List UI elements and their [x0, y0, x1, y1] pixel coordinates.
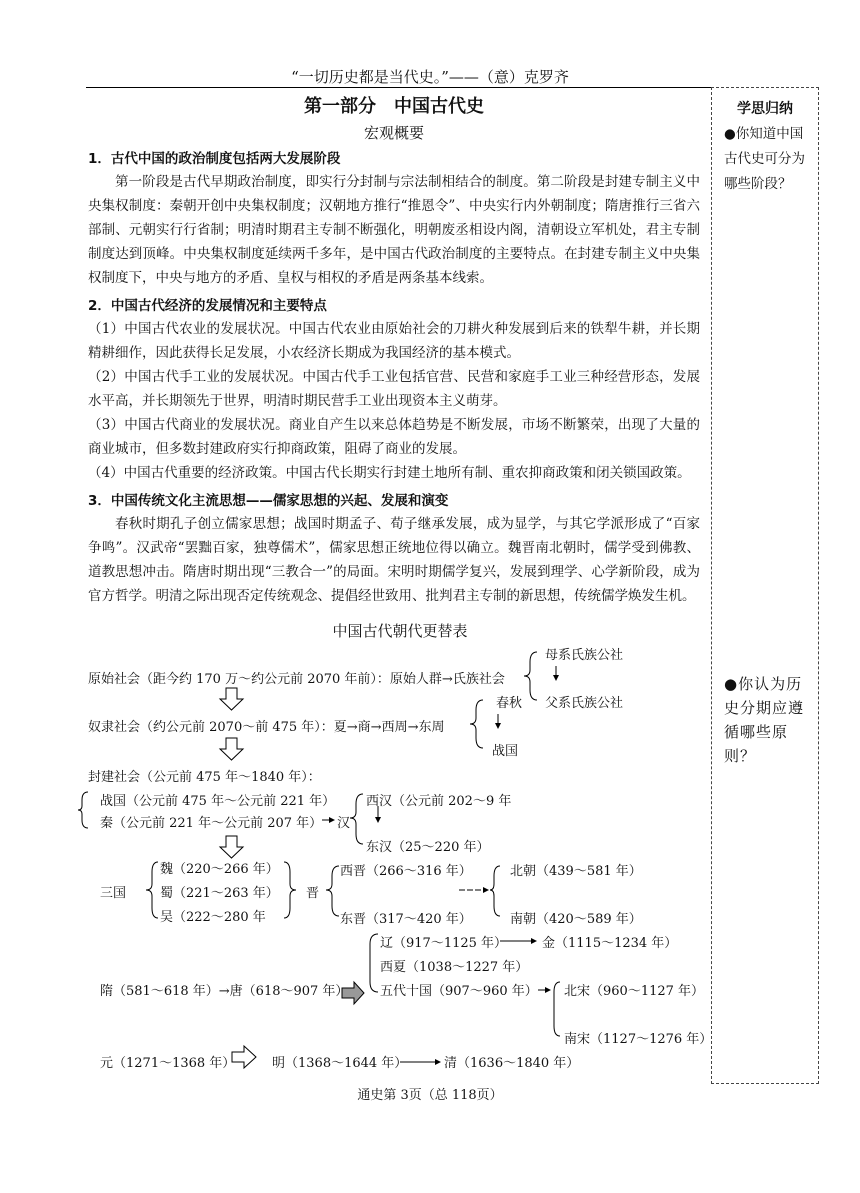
- section-3-paragraph: 春秋时期孔子创立儒家思想；战国时期孟子、荀子继承发展，成为显学，与其它学派形成了“百家争鸣”。汉武帝“罢黜百家，独尊儒术”，儒家思想正统地位得以确立。魏晋南北朝时，儒学受到佛教、道教思想冲击。隋唐时期出现“三教合一”的局面。宋明时期儒学复兴，发展到理学、心学新阶段，成为官方哲学。明清之际出现否定传统观念、提倡经世致用、批判君主专制的新思想，传统儒学焕发生机。: [88, 516, 700, 604]
- section-1-heading: 1．古代中国的政治制度包括两大发展阶段: [88, 151, 341, 167]
- brace-to-jin: [284, 862, 296, 918]
- label-beichao: 北朝（439～581 年）: [510, 864, 642, 879]
- label-chunqiu: 春秋: [496, 696, 523, 711]
- label-shu: 蜀（221～263 年）: [160, 886, 279, 901]
- label-jin: 晋: [306, 886, 320, 901]
- header-quote: “一切历史都是当代史。”——（意）克罗齐: [291, 68, 569, 86]
- label-ming: 明（1368～1644 年）: [272, 1056, 408, 1071]
- label-qing: 清（1636～1840 年）: [444, 1056, 580, 1071]
- diagram-title: 中国古代朝代更替表: [332, 622, 468, 640]
- section-2-paragraph-1: （1）中国古代农业的发展状况。中国古代农业由原始社会的刀耕火种发展到后来的铁犁牛耕，并长期精耕细作，因此获得长足发展，小农经济长期成为我国经济的基本模式。: [88, 321, 700, 361]
- label-zhanguo: 战国: [492, 744, 519, 759]
- label-wudai: 五代十国（907～960 年）: [380, 984, 538, 999]
- brace-zhanguo-qin: [78, 792, 88, 828]
- brace-sanguo: [146, 862, 158, 918]
- page-title: 第一部分 中国古代史: [304, 96, 484, 117]
- right-arrow-yuan: [232, 1046, 256, 1068]
- section-3-heading: 3．中国传统文化主流思想——儒家思想的兴起、发展和演变: [88, 493, 449, 509]
- label-beisong: 北宋（960～1127 年）: [564, 984, 705, 999]
- page-subtitle: 宏观概要: [363, 124, 424, 142]
- label-liao: 辽（917～1125 年）: [380, 936, 508, 951]
- label-wei: 魏（220～266 年）: [160, 862, 279, 877]
- brace-clan: [524, 652, 537, 700]
- label-donghan: 东汉（25～220 年）: [366, 840, 490, 855]
- label-nanchao: 南朝（420～589 年）: [510, 912, 642, 927]
- label-patriarchal: 父系氏族公社: [545, 696, 624, 711]
- page-footer: 通史第 3页（总 118页）: [357, 1088, 503, 1103]
- brace-song: [554, 982, 560, 1036]
- label-slave: 奴隶社会（约公元前 2070～前 475 年）：夏→商→西周→东周: [88, 720, 445, 735]
- down-arrow-2: [220, 738, 243, 760]
- down-arrow-1: [220, 688, 243, 710]
- label-sui: 隋（581～618 年）: [100, 984, 219, 999]
- label-feudal: 封建社会（公元前 475 年～1840 年）：: [88, 770, 321, 785]
- section-2-paragraph-4: （4）中国古代重要的经济政策。中国古代长期实行封建土地所有制、重农抑商政策和闭关锁国政策。: [88, 465, 691, 481]
- label-tang: 唐（618～907 年）: [229, 984, 349, 999]
- label-jin-dynasty: 金（1115～1234 年）: [542, 936, 678, 951]
- label-wu: 吴（222～280 年: [160, 910, 266, 925]
- section-1-paragraph: 第一阶段是古代早期政治制度，即实行分封制与宗法制相结合的制度。第二阶段是封建专制主义中央集权制度：秦朝开创中央集权制度；汉朝地方推行“推恩令”、中央实行内外朝制度；隋唐推行三省六部制、元朝实行行省制；明清时期君主专制不断强化，明朝废丞相设内阁，清朝设立军机处，君主专制制度达到顶峰。中央集权制度延续两千多年，是中国古代政治制度的主要特点。在封建专制主义中央集权制度下，中央与地方的矛盾、皇权与相权的矛盾是两条基本线索。: [88, 174, 700, 286]
- down-arrow-3: [220, 836, 243, 858]
- label-xijin: 西晋（266～316 年）: [340, 864, 472, 879]
- label-zhanguo-feudal: 战国（公元前 475 年～公元前 221 年）: [100, 794, 336, 809]
- label-qin: 秦（公元前 221 年～公元前 207 年）: [100, 816, 323, 831]
- label-yuan: 元（1271～1368 年）: [100, 1056, 236, 1071]
- section-2-heading: 2．中国古代经济的发展情况和主要特点: [88, 298, 327, 314]
- brace-nanbeichao: [490, 866, 500, 916]
- sidebar-title: 学思归纳: [737, 101, 793, 117]
- label-xixia: 西夏（1038～1227 年）: [380, 960, 529, 975]
- label-matriarchal: 母系氏族公社: [545, 648, 624, 663]
- label-nansong: 南宋（1127～1276 年）: [564, 1032, 713, 1047]
- label-han: 汉: [337, 816, 351, 831]
- label-sanguo: 三国: [100, 886, 127, 901]
- sidebar-question-2: ●你认为历史分期应遵循哪些原则？: [724, 675, 805, 765]
- section-2-paragraph-3: （3）中国古代商业的发展状况。商业自产生以来总体趋势是不断发展，市场不断繁荣，出现了大量的商业城市，但多数封建政府实行抑商政策，阻碍了商业的发展。: [88, 417, 700, 457]
- label-xihan: 西汉（公元前 202～9 年: [366, 794, 512, 809]
- label-primitive: 原始社会（距今约 170 万～约公元前 2070 年前）：原始人群→氏族社会: [88, 672, 505, 687]
- label-sui-tang: [100, 980, 348, 999]
- section-2-paragraph-2: （2）中国古代手工业的发展状况。中国古代手工业包括官营、民营和家庭手工业三种经营形态，发展水平高，并长期领先于世界，明清时期民营手工业出现资本主义萌芽。: [88, 369, 700, 409]
- brace-liao-group: [370, 934, 378, 992]
- brace-dongzhou: [470, 700, 483, 748]
- brace-han: [350, 794, 363, 844]
- brace-jin: [326, 866, 339, 916]
- sidebar-question-1: ●你知道中国古代史可分为哪些阶段？: [724, 126, 805, 192]
- label-dongjin: 东晋（317～420 年）: [340, 912, 472, 927]
- arrow-sui-tang: →: [218, 984, 230, 999]
